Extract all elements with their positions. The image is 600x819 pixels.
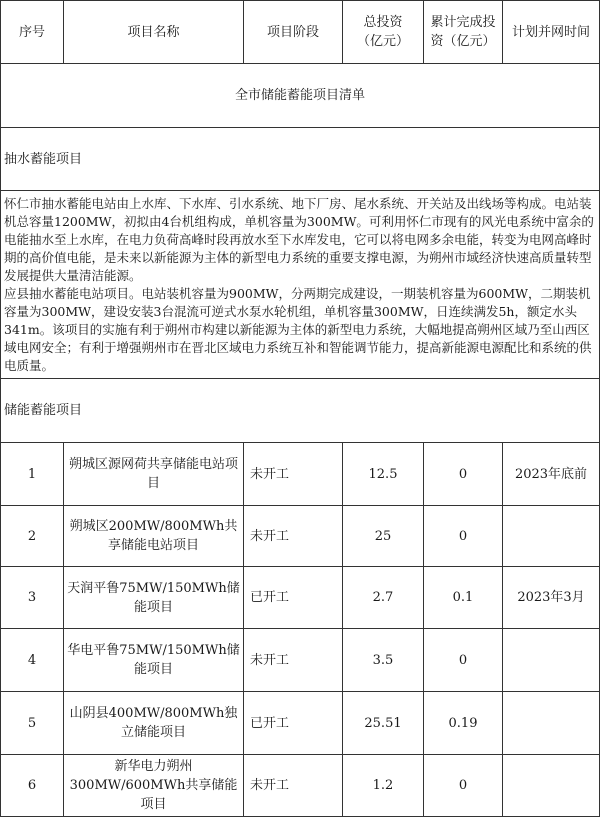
row-investment: 12.5 — [343, 443, 424, 506]
row-grid-time: 2023年底前 — [503, 443, 600, 506]
pumped-paragraph: 怀仁市抽水蓄能电站由上水库、下水库、引水系统、地下厂房、尾水系统、开关站及出线场等构成。电站装机总容量1200MW，初拟由4台机组构成，单机容量为300MW。可利用怀仁市现有的风光电系统中富余的电能抽水至上水库，在电力负荷高峰时段再放水至下水库发电，它可以将电网多余电能，转变为电网高峰时期的高价值电能，是未来以新能源为主体的新型电力系统的重要支撑电源，为朔州市域经济快速高质量转型发展提供大量清洁能源。 — [4, 195, 594, 283]
row-index: 4 — [1, 629, 64, 692]
row-name: 新华电力朔州300MW/600MWh共享储能项目 — [64, 755, 244, 817]
row-stage: 未开工 — [244, 755, 343, 817]
section-row-storage — [1, 379, 600, 443]
row-name: 天润平鲁75MW/150MWh储能项目 — [64, 567, 244, 629]
row-grid-time — [503, 506, 600, 567]
header-investment: 总投资（亿元） — [343, 1, 424, 64]
row-completed: 0.1 — [424, 567, 503, 629]
page-title: 全市储能蓄能项目清单 — [1, 64, 600, 128]
row-stage: 未开工 — [244, 629, 343, 692]
row-grid-time — [503, 755, 600, 817]
section-title-storage: 储能蓄能项目 — [1, 379, 600, 443]
table-row — [1, 692, 600, 755]
table-row — [1, 567, 600, 629]
row-stage: 未开工 — [244, 506, 343, 567]
header-index: 序号 — [1, 1, 64, 64]
row-grid-time — [503, 629, 600, 692]
row-completed: 0.19 — [424, 692, 503, 755]
row-completed: 0 — [424, 506, 503, 567]
row-index: 2 — [1, 506, 64, 567]
table-row — [1, 506, 600, 567]
row-completed: 0 — [424, 755, 503, 817]
header-completed: 累计完成投资（亿元） — [424, 1, 503, 64]
row-name: 山阴县400MW/800MWh独立储能项目 — [64, 692, 244, 755]
row-completed: 0 — [424, 629, 503, 692]
row-investment: 2.7 — [343, 567, 424, 629]
row-investment: 3.5 — [343, 629, 424, 692]
section-row-pumped — [1, 128, 600, 191]
row-index: 6 — [1, 755, 64, 817]
row-index: 5 — [1, 692, 64, 755]
row-grid-time — [503, 692, 600, 755]
header-grid-time: 计划并网时间 — [503, 1, 600, 64]
row-stage: 已开工 — [244, 567, 343, 629]
row-investment: 25 — [343, 506, 424, 567]
header-stage: 项目阶段 — [244, 1, 343, 64]
header-name: 项目名称 — [64, 1, 244, 64]
row-name: 朔城区200MW/800MWh共享储能电站项目 — [64, 506, 244, 567]
header-row — [1, 1, 600, 64]
row-investment: 1.2 — [343, 755, 424, 817]
table-row — [1, 443, 600, 506]
row-completed: 0 — [424, 443, 503, 506]
pumped-paragraph: 应县抽水蓄能电站项目。电站装机容量为900MW，分两期完成建设，一期装机容量为600MW，二期装机容量为300MW，建设安装3台混流可逆式水泵水轮机组，单机容量300MW，日连续满发5h，额定水头341m。该项目的实施有利于朔州市构建以新能源为主体的新型电力系统，大幅地提高朔州区域乃至山西区域电网安全；有利于增强朔州市在晋北区域电力系统互补和智能调节能力，提高新能源电源配比和系统的供电质量。 — [4, 285, 592, 373]
row-investment: 25.51 — [343, 692, 424, 755]
title-row — [1, 64, 600, 128]
row-name: 华电平鲁75MW/150MWh储能项目 — [64, 629, 244, 692]
row-index: 3 — [1, 567, 64, 629]
pumped-description-row — [1, 191, 600, 379]
row-grid-time: 2023年3月 — [503, 567, 600, 629]
table-row — [1, 755, 600, 817]
row-stage: 已开工 — [244, 692, 343, 755]
row-index: 1 — [1, 443, 64, 506]
row-stage: 未开工 — [244, 443, 343, 506]
table-row — [1, 629, 600, 692]
section-title-pumped: 抽水蓄能项目 — [1, 128, 600, 191]
row-name: 朔城区源网荷共享储能电站项目 — [64, 443, 244, 506]
